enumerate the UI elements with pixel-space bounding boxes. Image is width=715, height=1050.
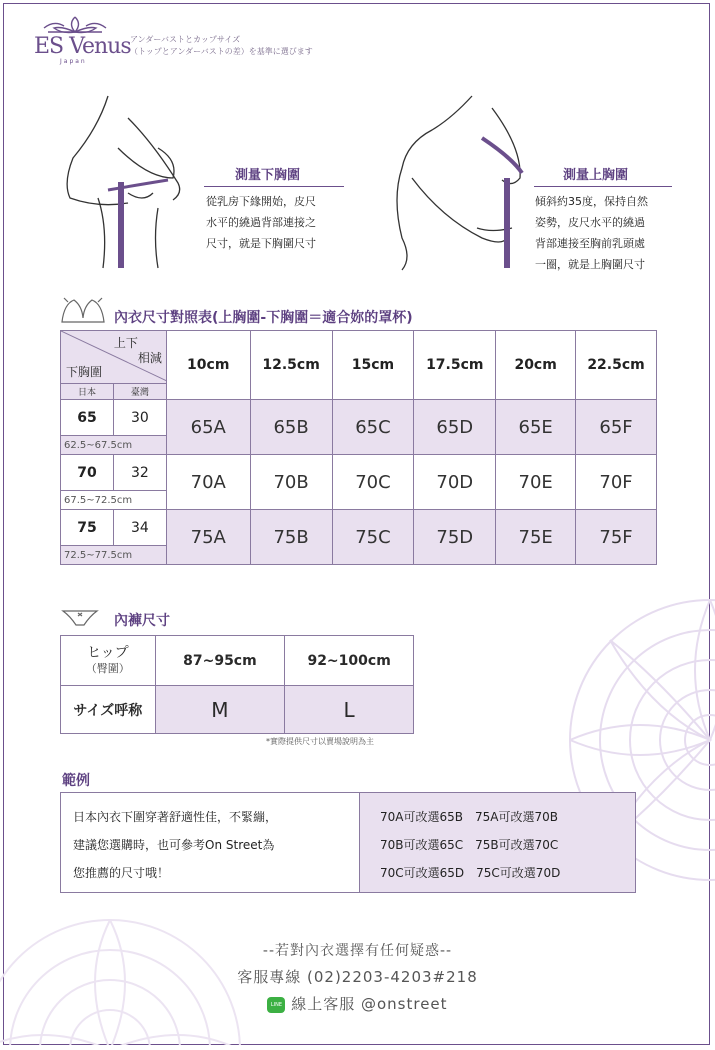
diff-header: 17.5cm xyxy=(414,331,496,400)
measure-top-line: 一圈，就是上胸圍尺寸 xyxy=(535,258,645,271)
measure-top-line: 姿勢，皮尺水平的繞過 xyxy=(535,216,645,229)
example-right-line: 70B可改選65C 75B可改選70C xyxy=(380,838,559,852)
cup-cell: 70B xyxy=(250,455,332,510)
measure-under-divider xyxy=(204,186,344,187)
line-app-icon: LINE xyxy=(267,997,285,1013)
diff-header: 12.5cm xyxy=(250,331,332,400)
cup-cell: 65C xyxy=(332,400,414,455)
measure-top-desc xyxy=(535,191,648,275)
hip-label-cell xyxy=(61,636,156,686)
cup-cell: 70C xyxy=(332,455,414,510)
panty-size-table xyxy=(60,635,414,734)
panty-icon xyxy=(60,608,100,628)
brand-logo: ES Venus xyxy=(34,34,131,59)
footer-question: --若對內衣選擇有任何疑惑-- xyxy=(262,943,453,959)
japan-size: 75 xyxy=(61,510,114,546)
example-box xyxy=(60,792,636,893)
japan-size: 65 xyxy=(61,400,114,436)
col-taiwan-header: 臺灣 xyxy=(113,383,166,399)
cup-cell: 75E xyxy=(496,510,576,565)
bra-size-table xyxy=(60,330,657,565)
top-bust-illustration xyxy=(372,88,532,273)
measure-under-desc xyxy=(206,191,316,254)
footer-phone: 客服專線 (02)2203-4203#218 xyxy=(237,968,478,986)
cup-cell: 70F xyxy=(576,455,657,510)
size-label-cell: サイズ呼称 xyxy=(61,686,156,734)
cup-cell: 75B xyxy=(250,510,332,565)
underbust-range: 72.5~77.5cm xyxy=(61,546,167,565)
corner-top-label: 上下 xyxy=(113,336,138,350)
bra-icon xyxy=(58,296,108,326)
under-bust-illustration xyxy=(58,88,208,273)
measure-under-title: 測量下胸圍 xyxy=(235,168,301,183)
panty-section-title: 內褲尺寸 xyxy=(114,613,170,629)
cup-cell: 65E xyxy=(496,400,576,455)
cup-cell: 70E xyxy=(496,455,576,510)
diff-header: 22.5cm xyxy=(576,331,657,400)
brand-sub: Japan xyxy=(60,58,87,65)
cup-cell: 65B xyxy=(250,400,332,455)
example-left-line: 您推薦的尺寸哦！ xyxy=(73,866,170,880)
cup-cell: 70D xyxy=(414,455,496,510)
measure-under-line: 從乳房下緣開始，皮尺 xyxy=(206,195,316,208)
example-right-line: 70A可改選65B 75A可改選70B xyxy=(380,810,558,824)
header-note-line2: （トップとアンダーバストの差）を基準に選びます xyxy=(130,47,313,56)
corner-bottom-label: 下胸圍 xyxy=(66,364,103,379)
example-left-line: 日本內衣下圍穿著舒適性佳，不緊繃， xyxy=(73,810,278,824)
bra-section-title: 內衣尺寸對照表(上胸圍-下胸圍＝適合妳的罩杯) xyxy=(114,310,413,326)
cup-cell: 75C xyxy=(332,510,414,565)
measure-top-line: 傾斜約35度，保持自然 xyxy=(535,195,648,208)
measure-under-line: 尺寸，就是下胸圍尺寸 xyxy=(206,237,316,250)
header-note-line1: アンダーバストとカップサイズ xyxy=(130,35,241,44)
underbust-range: 67.5~72.5cm xyxy=(61,491,167,510)
col-japan-header: 日本 xyxy=(61,383,114,399)
example-right-text xyxy=(359,793,635,892)
cup-cell: 75D xyxy=(414,510,496,565)
taiwan-size: 30 xyxy=(113,400,166,436)
footer-line-service[interactable]: 線上客服 @onstreet xyxy=(291,995,448,1013)
panty-note: *實際提供尺寸以賣場說明為主 xyxy=(266,737,374,746)
example-right-line: 70C可改選65D 75C可改選70D xyxy=(380,866,561,880)
cup-cell: 70A xyxy=(166,455,250,510)
measure-top-divider xyxy=(534,186,672,187)
japan-size: 70 xyxy=(61,455,114,491)
size-cell: M xyxy=(155,686,285,734)
diff-header: 15cm xyxy=(332,331,414,400)
corner-mid-label: 相減 xyxy=(137,351,162,365)
measure-top-title: 測量上胸圍 xyxy=(563,168,629,183)
measure-top-line: 背部連接至胸前乳頭處 xyxy=(535,237,645,250)
taiwan-size: 34 xyxy=(113,510,166,546)
hip-range-cell: 87~95cm xyxy=(155,636,285,686)
mandala-ornament-left xyxy=(0,880,300,1045)
example-left-text xyxy=(61,793,359,892)
size-cell: L xyxy=(285,686,414,734)
measure-under-line: 水平的繞過背部連接之 xyxy=(206,216,316,229)
cup-cell: 65F xyxy=(576,400,657,455)
diff-header: 10cm xyxy=(166,331,250,400)
cup-cell: 65D xyxy=(414,400,496,455)
example-title: 範例 xyxy=(62,773,90,789)
cup-cell: 65A xyxy=(166,400,250,455)
taiwan-size: 32 xyxy=(113,455,166,491)
cup-cell: 75F xyxy=(576,510,657,565)
diff-header: 20cm xyxy=(496,331,576,400)
hip-label: ヒップ xyxy=(86,644,129,661)
lotus-logo-icon xyxy=(40,14,110,36)
hip-sub-label: （臀圍） xyxy=(85,661,130,675)
footer-line-row xyxy=(0,993,715,1014)
cup-cell: 75A xyxy=(166,510,250,565)
table-corner-cell xyxy=(61,331,167,384)
underbust-range: 62.5~67.5cm xyxy=(61,436,167,455)
hip-range-cell: 92~100cm xyxy=(285,636,414,686)
example-left-line: 建議您選購時，也可參考On Street為 xyxy=(73,838,275,852)
